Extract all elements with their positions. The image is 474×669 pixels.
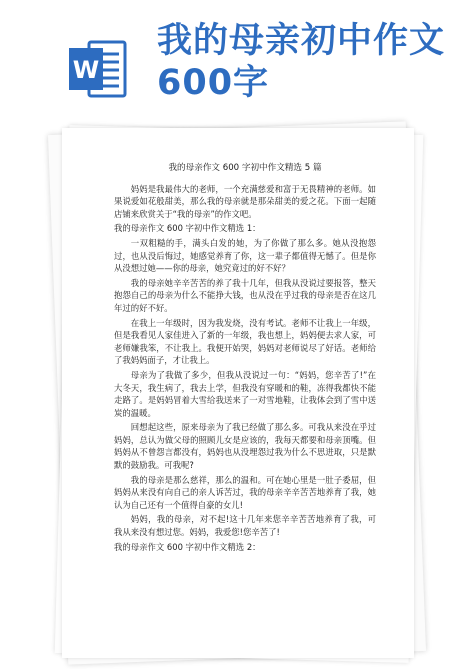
word-icon-letter: W [72,56,100,84]
paragraph: 回想起这些，原来母亲为了我已经做了那么多。可我从来没在乎过妈妈，总认为做父母的照顾儿女是应该的，我每天都要和母亲顶嘴。但妈妈从不曾怨言都没有，妈妈也从没埋怨过我为什么不思进取，只是默默的鼓励我。可我呢? [114,422,376,471]
paragraph: 在我上一年级时，因为我发烧，没有考试。老师不让我上一年级，但是我看见人家佳进入了新的一年级，我也想上，妈妈便去求人家，可老师嫌我笨，不让我上。我便开始哭，妈妈对老师说尽了好话。老师给了我妈妈面子，才让我上。 [114,317,376,366]
word-document-icon [67,38,129,100]
section-heading: 我的母亲作文 600 字初中作文精选 1： [114,223,261,234]
document-body [114,162,376,555]
paragraph: 我的母亲是那么慈祥，那么的温和。可在她心里是一肚子委屈，但妈妈从来没有向自己的亲人诉苦过，我的母亲辛辛苦苦地养育了我，她认为自己还有一个值得自豪的女儿! [114,474,376,510]
header-banner [0,0,474,118]
paragraph: 妈妈，我的母亲，对不起!这十几年来您辛辛苦苦地养育了我，可我从来没有想过您。妈妈，我爱您!您辛苦了! [114,514,376,538]
document-page [62,128,414,658]
paragraph: 母亲为了我做了多少，但我从没说过一句：“妈妈，您辛苦了!”在大冬天，我生病了，我去上学，但我没有穿暖和的鞋，冻得我都快不能走路了。是妈妈冒着大雪给我送来了一对雪地鞋，让我体会到了雪中送炭的温暖。 [114,369,376,418]
paragraph: 我的母亲她辛辛苦苦的养了我十几年，但我从没说过要报答，整天抱怨自己的母亲为什么不能挣大钱，也从没在乎过我的母亲是否在这几年过的好不好。 [114,277,376,313]
paragraph-list [114,183,376,554]
page-title: 我的母亲初中作文 600字 [157,21,446,103]
document-title: 我的母亲作文 600 字初中作文精选 5 篇 [168,163,322,173]
paragraph: 一双粗糙的手，满头白发的她，为了你做了那么多。她从没抱怨过，也从没后悔过，她感觉养育了你，这一辈子都值得无憾了。但是你从没想过她——你的母亲，她究竟过的好不好？ [114,237,376,274]
paragraph: 妈妈是我最伟大的老师，一个充满慈爱和富于无畏精神的老师。如果说爱如花般甜美，那么我的母亲就是那朵甜美的爱之花。下面一起随店铺来欣赏关于“我的母亲”的作文吧。 [114,183,376,219]
section-heading: 我的母亲作文 600 字初中作文精选 2： [114,541,261,552]
